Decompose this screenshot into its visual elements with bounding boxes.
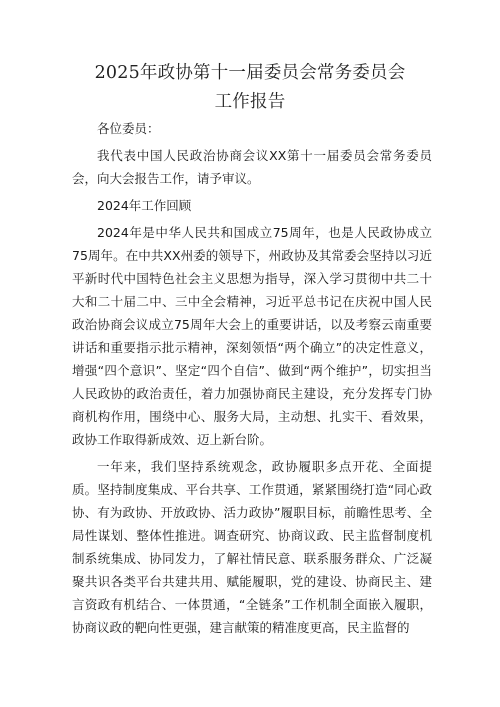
intro-paragraph: 我代表中国人民政治协商会议XX第十一届委员会常务委员会，向大会报告工作，请予审议。	[72, 148, 432, 186]
report-title-line-1: 2025年政协第十一届委员会常务委员会	[94, 63, 406, 83]
body-paragraph-1: 2024年是中华人民共和国成立75周年，也是人民政协成立75周年。在中共XX州委的领导下，州政协及其常委会坚持以习近平新时代中国特色社会主义思想为指导，深入学习贯彻中共二十大和二十届二中、三中全会精神，习近平总书记在庆祝中国人民政治协商会议成立75周年大会上的重要讲话，以及考察云南重要讲话和重要指示批示精神，深刻领悟“两个确立”的决定性意义，增强“四个意识”、坚定“四个自信”、做到“两个维护”，切实担当人民政协的政治责任，着力加强协商民主建设，充分发挥专门协商机构作用，围绕中心、服务大局，主动想、扎实干、看效果，政协工作取得新成效、迈上新台阶。	[72, 225, 432, 447]
report-body	[72, 117, 432, 639]
report-title-line-2: 工作报告	[214, 92, 286, 112]
salutation: 各位委员：	[97, 121, 160, 136]
section-heading: 2024年工作回顾	[97, 198, 192, 213]
body-paragraph-2: 一年来，我们坚持系统观念，政协履职多点开花、全面提质。坚持制度集成、平台共享、工作贯通，紧紧围绕打造“同心政协、有为政协、开放政协、活力政协”履职目标，前瞻性思考、全局性谋划、整体性推进。调查研究、协商议政、民主监督制度机制系统集成、协同发力，了解社情民意、联系服务群众、广泛凝聚共识各类平台共建共用、赋能履职，党的建设、协商民主、建言资政有机结合、一体贯通，“全链条”工作机制全面嵌入履职，协商议政的靶向性更强，建言献策的精准度更高，民主监督的	[72, 459, 432, 635]
